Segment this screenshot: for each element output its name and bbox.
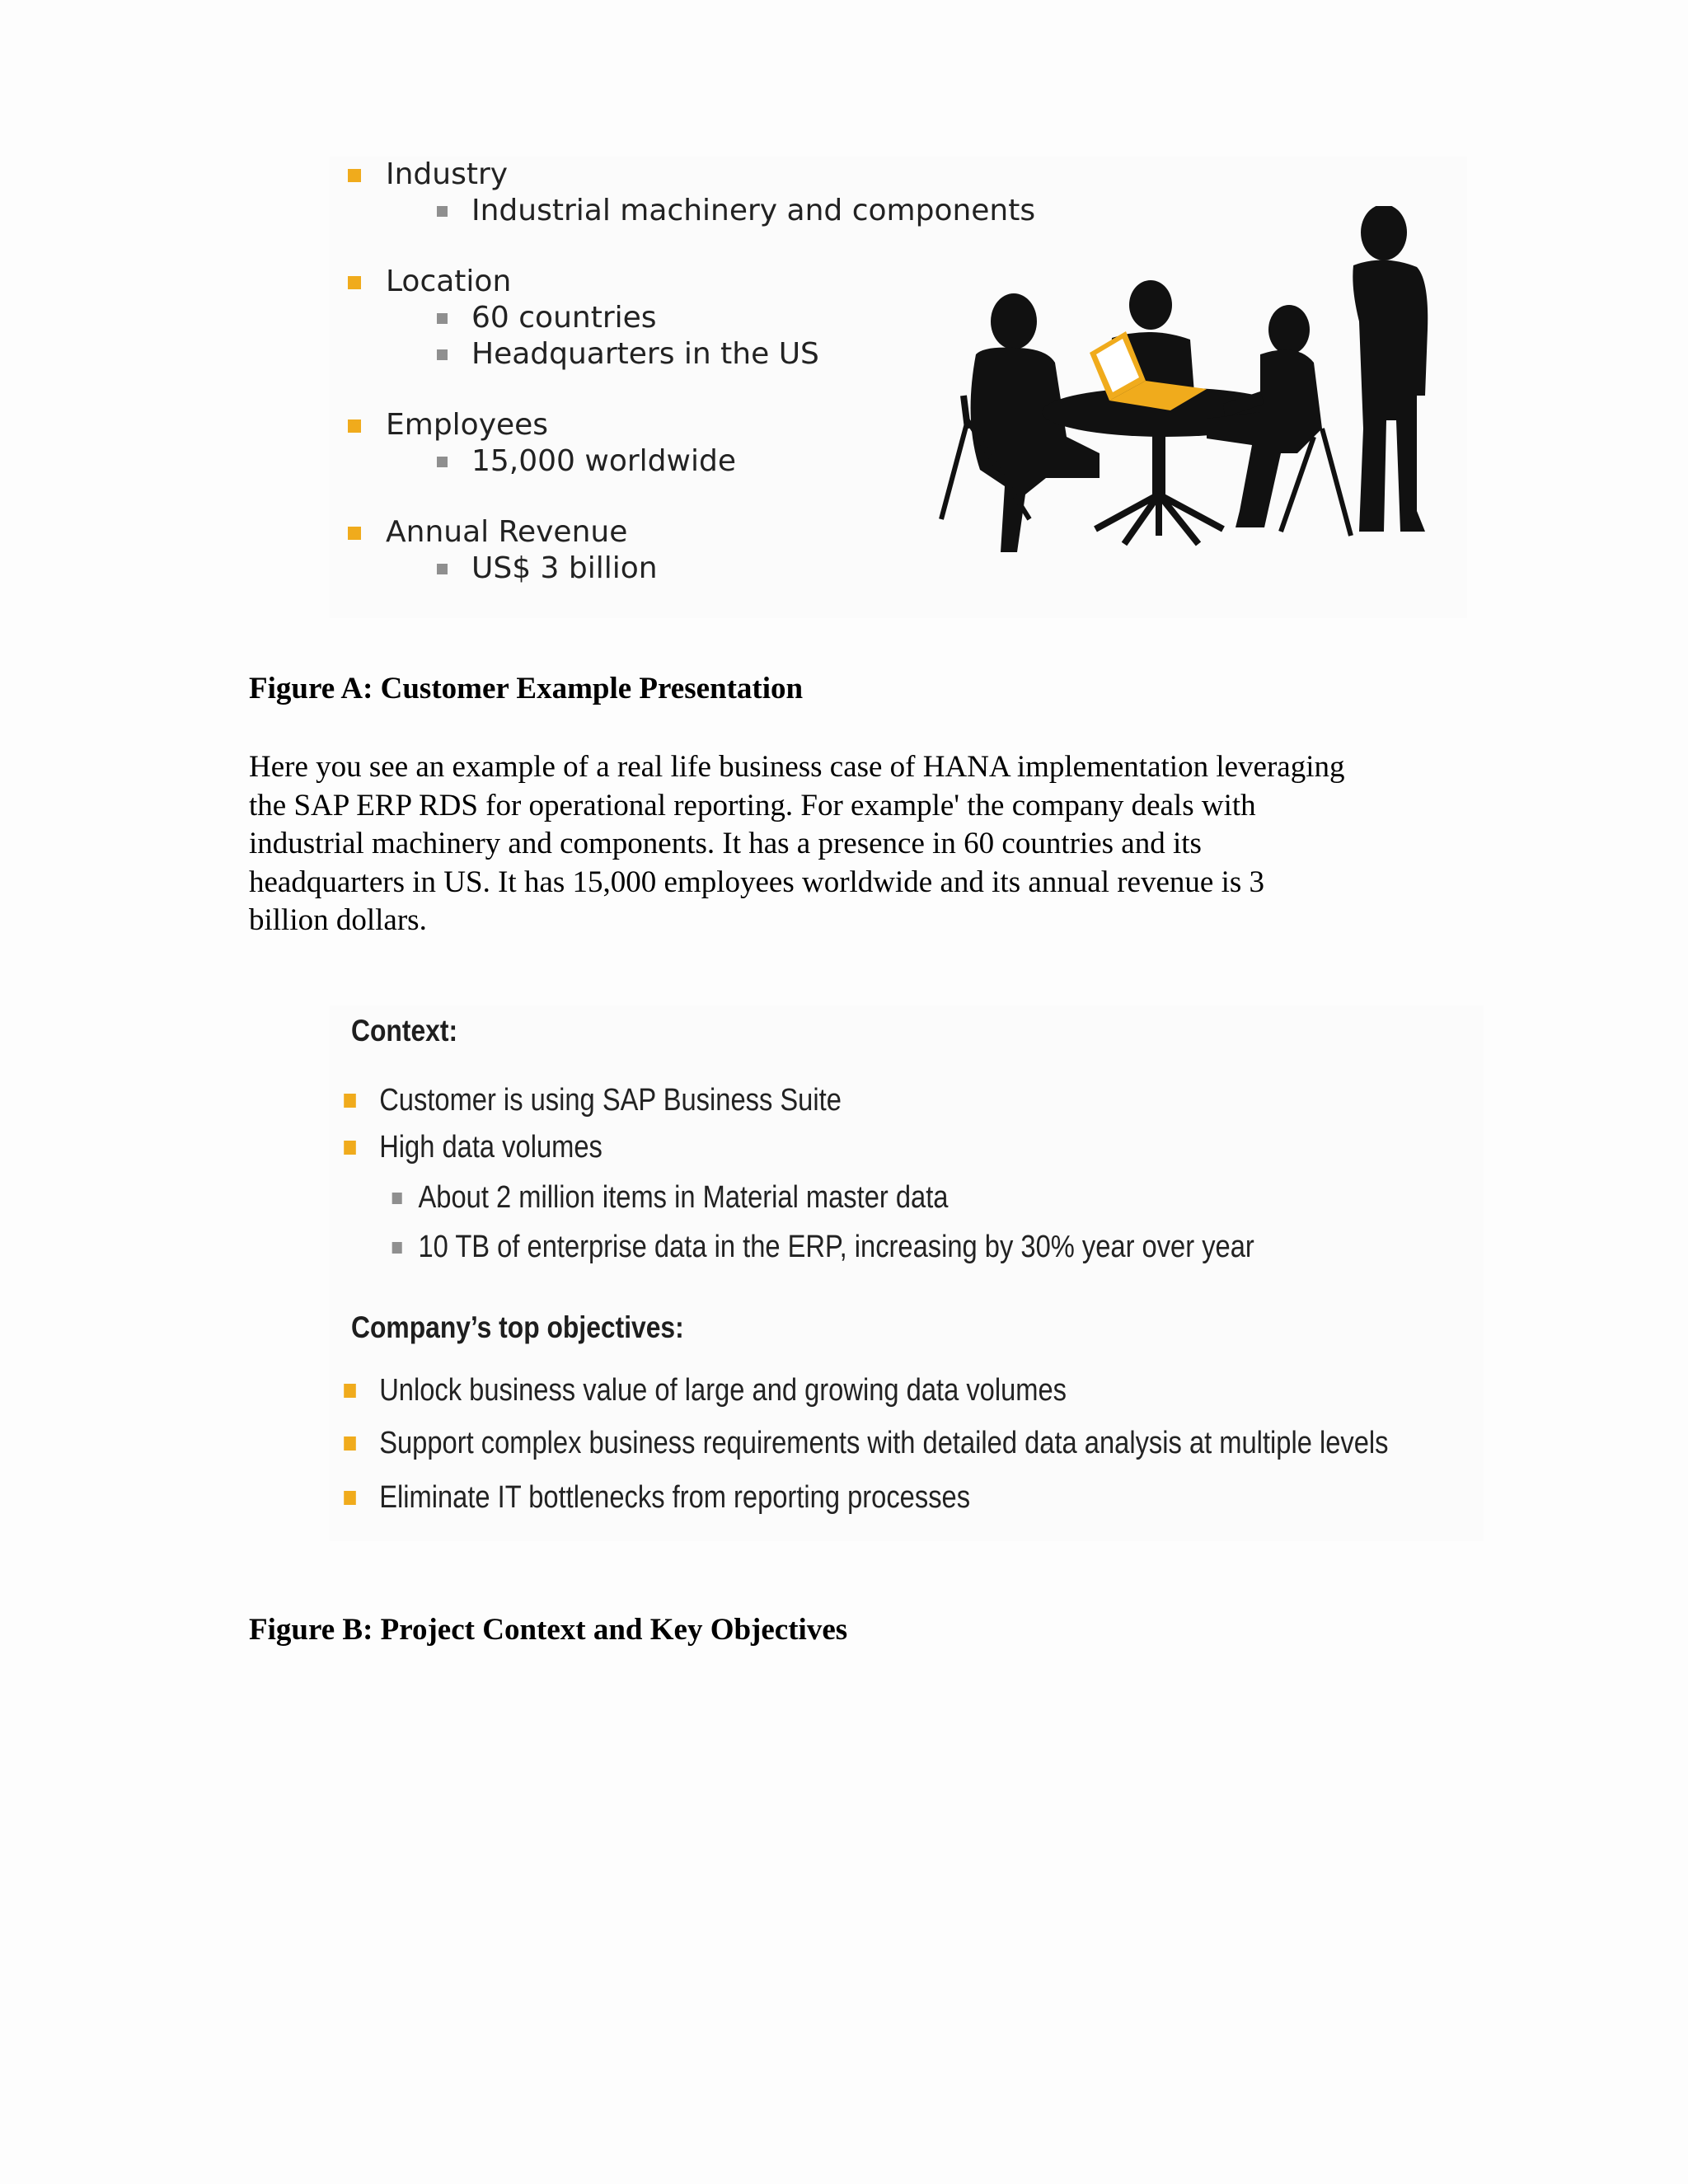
- grey-bullet-icon: [392, 1242, 402, 1254]
- project-context-slide: [330, 1005, 1484, 1541]
- orange-bullet-icon: [348, 527, 361, 540]
- paragraph-line: industrial machinery and components. It has a presence in 60 countries and its: [249, 827, 1202, 860]
- fact-item-row: [346, 300, 819, 336]
- paragraph-line: billion dollars.: [249, 903, 427, 937]
- body-paragraph: [249, 748, 1452, 940]
- orange-bullet-icon: [344, 1384, 356, 1398]
- fact-item: 60 countries: [471, 301, 657, 335]
- fact-item: US$ 3 billion: [471, 551, 658, 585]
- fact-title: Industry: [386, 157, 509, 191]
- paragraph-line: headquarters in US. It has 15,000 employees worldwide and its annual revenue is 3: [249, 865, 1265, 899]
- context-subitem-text: 10 TB of enterprise data in the ERP, increasing by 30% year over year: [418, 1230, 1254, 1264]
- grey-bullet-icon: [437, 313, 448, 324]
- orange-bullet-icon: [348, 169, 361, 182]
- fact-item-row: [346, 193, 1035, 229]
- objective-item: [330, 1477, 970, 1518]
- grey-bullet-icon: [437, 564, 448, 574]
- objective-text: Support complex business requirements with detailed data analysis at multiple levels: [379, 1426, 1389, 1460]
- orange-bullet-icon: [344, 1491, 356, 1505]
- fact-group-employees: [346, 407, 736, 480]
- context-subitem: [330, 1226, 1254, 1268]
- context-item: [330, 1127, 603, 1168]
- fact-title-row: [346, 514, 658, 551]
- orange-bullet-icon: [348, 419, 361, 433]
- orange-bullet-icon: [344, 1436, 356, 1451]
- fact-title: Employees: [386, 408, 549, 442]
- context-heading: Context:: [351, 1014, 458, 1047]
- fact-title-row: [346, 407, 736, 443]
- context-item-text: Customer is using SAP Business Suite: [379, 1083, 842, 1118]
- orange-bullet-icon: [348, 276, 361, 289]
- context-subitem-text: About 2 million items in Material master data: [418, 1180, 949, 1215]
- fact-item-row: [346, 443, 736, 480]
- fact-group-annual-revenue: [346, 514, 658, 587]
- fact-item: Headquarters in the US: [471, 337, 819, 371]
- figure-b-caption: Figure B: Project Context and Key Objectives: [249, 1613, 848, 1647]
- fact-title: Location: [386, 265, 512, 298]
- fact-title: Annual Revenue: [386, 515, 628, 549]
- fact-title-row: [346, 157, 1035, 193]
- context-item-text: High data volumes: [379, 1130, 603, 1165]
- fact-item-row: [346, 336, 819, 373]
- context-subitem: [330, 1177, 948, 1218]
- fact-item-row: [346, 551, 658, 587]
- customer-example-slide: [330, 157, 1467, 618]
- objective-item: [330, 1422, 1389, 1464]
- fact-title-row: [346, 264, 819, 300]
- grey-bullet-icon: [437, 206, 448, 217]
- objective-text: Unlock business value of large and growing data volumes: [379, 1373, 1067, 1408]
- objective-item: [330, 1370, 1067, 1411]
- context-item: [330, 1080, 842, 1121]
- objectives-heading: Company’s top objectives:: [351, 1310, 684, 1344]
- fact-group-industry: [346, 157, 1035, 229]
- fact-item: Industrial machinery and components: [471, 194, 1036, 227]
- orange-bullet-icon: [344, 1094, 356, 1108]
- grey-bullet-icon: [437, 457, 448, 467]
- paragraph-line: Here you see an example of a real life business case of HANA implementation leveraging: [249, 750, 1345, 784]
- business-meeting-silhouette-icon: [935, 206, 1446, 560]
- objective-text: Eliminate IT bottlenecks from reporting processes: [379, 1480, 971, 1515]
- paragraph-line: the SAP ERP RDS for operational reporting. For example' the company deals with: [249, 788, 1256, 823]
- grey-bullet-icon: [437, 349, 448, 360]
- fact-item: 15,000 worldwide: [471, 444, 736, 478]
- orange-bullet-icon: [344, 1141, 356, 1155]
- figure-a-caption: Figure A: Customer Example Presentation: [249, 672, 804, 705]
- grey-bullet-icon: [392, 1193, 402, 1204]
- fact-group-location: [346, 264, 819, 373]
